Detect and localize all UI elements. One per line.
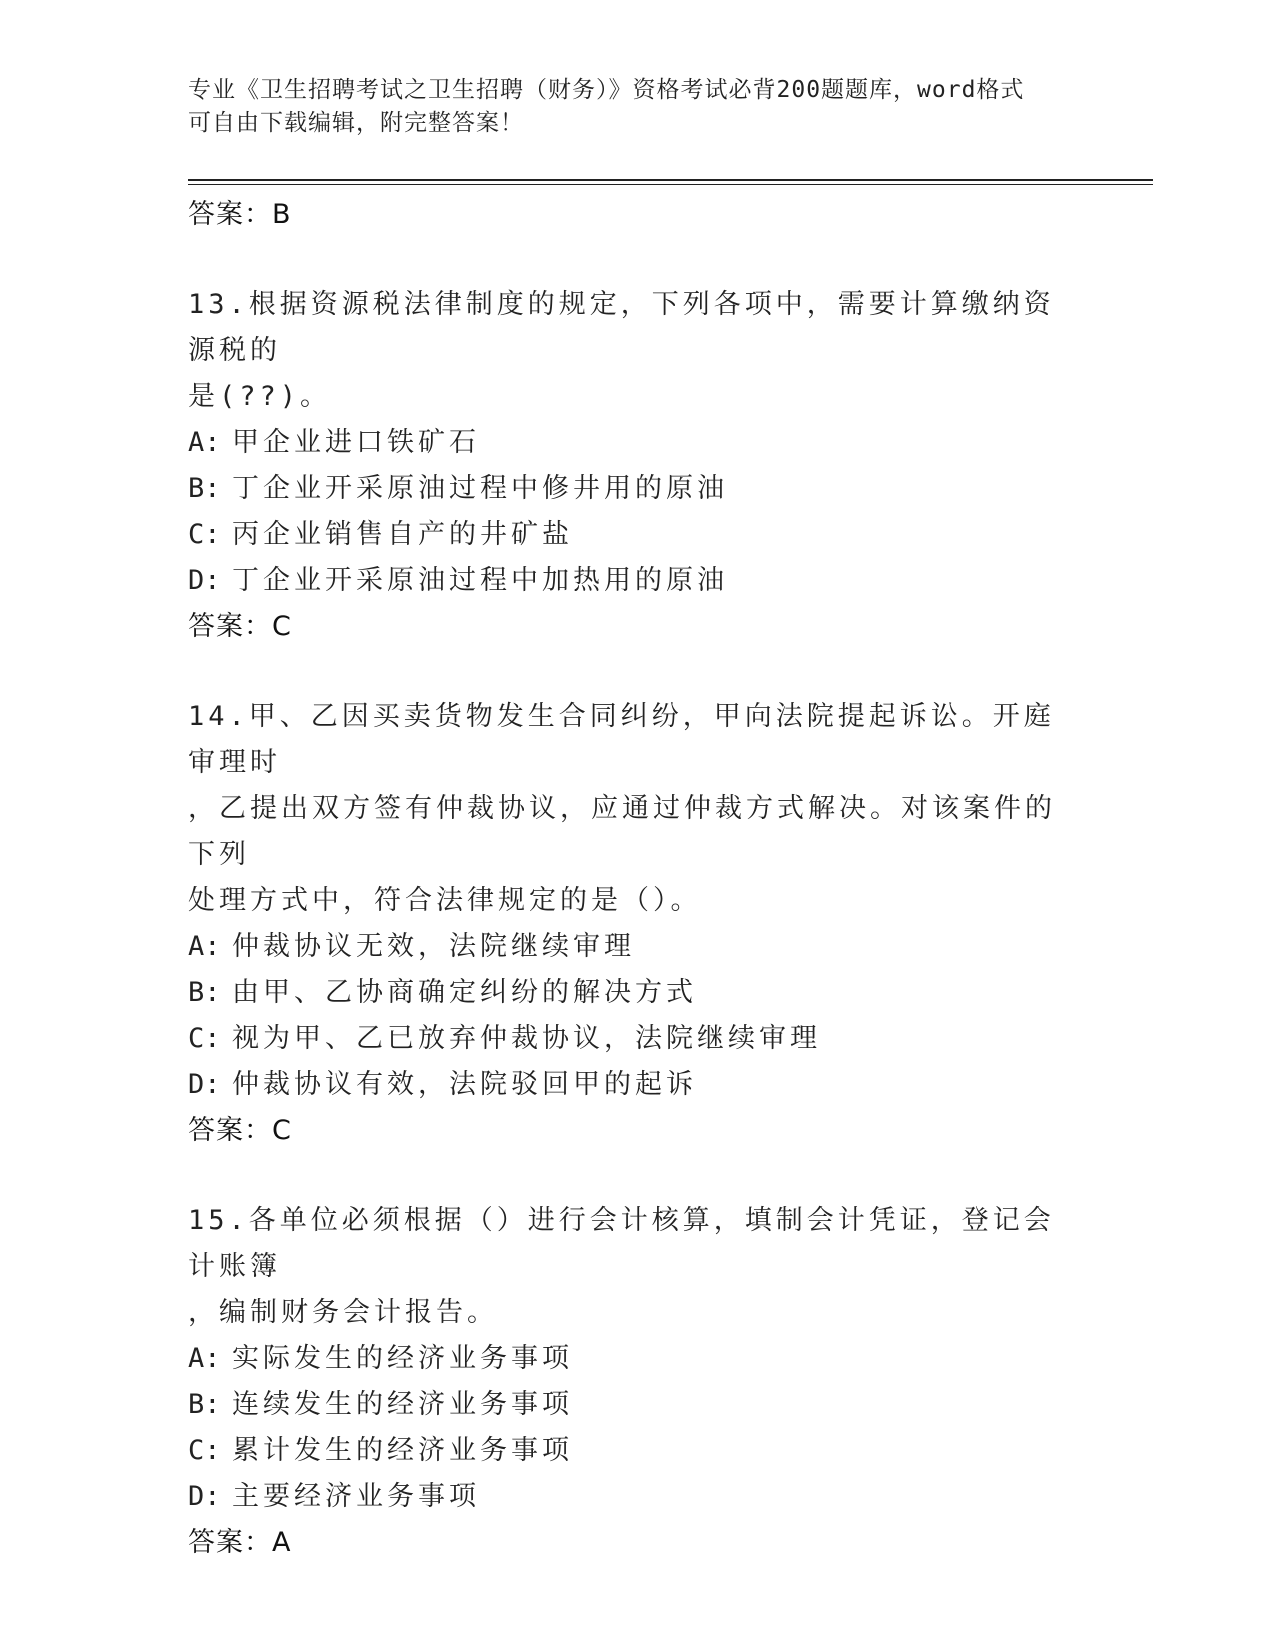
question-15-answer: 答案：A (188, 1527, 292, 1558)
question-15-stem-line-1: 15.各单位必须根据（）进行会计核算，填制会计凭证，登记会计账簿 (188, 1205, 1055, 1282)
option-letter: A: (188, 427, 221, 458)
option-letter: C: (188, 1023, 221, 1054)
question-13-stem-line-2: 是(??)。 (188, 381, 332, 412)
previous-answer: 答案：B (188, 199, 292, 230)
option-text: 视为甲、乙已放弃仲裁协议，法院继续审理 (232, 1023, 821, 1054)
option-text: 丁企业开采原油过程中加热用的原油 (232, 565, 728, 596)
question-13-stem (188, 282, 1068, 420)
option-letter: B: (188, 1389, 221, 1420)
option-text: 丁企业开采原油过程中修井用的原油 (232, 473, 728, 504)
question-13 (188, 282, 1088, 650)
question-14 (188, 694, 1088, 1154)
question-14-answer: 答案：C (188, 1115, 292, 1146)
question-15-stem-line-2: ，编制财务会计报告。 (188, 1297, 498, 1328)
question-15-stem (188, 1198, 1068, 1336)
option-letter: D: (188, 565, 221, 596)
question-14-stem-line-3: 处理方式中，符合法律规定的是（）。 (188, 885, 702, 916)
header-line-2: 可自由下载编辑，附完整答案！ (188, 110, 524, 136)
question-13-option-b (188, 466, 1088, 512)
question-13-answer: 答案：C (188, 611, 292, 642)
option-letter: C: (188, 519, 221, 550)
header-line-1: 专业《卫生招聘考试之卫生招聘（财务）》资格考试必背200题题库，word格式 (188, 77, 1025, 103)
option-text: 由甲、乙协商确定纠纷的解决方式 (232, 977, 697, 1008)
question-list (188, 192, 1088, 1566)
question-15-option-d (188, 1474, 1088, 1520)
question-13-option-c (188, 512, 1088, 558)
option-letter: B: (188, 977, 221, 1008)
question-15-option-a (188, 1336, 1088, 1382)
option-text: 甲企业进口铁矿石 (232, 427, 480, 458)
option-letter: D: (188, 1481, 221, 1512)
option-letter: B: (188, 473, 221, 504)
option-text: 主要经济业务事项 (232, 1481, 480, 1512)
option-text: 丙企业销售自产的井矿盐 (232, 519, 573, 550)
option-text: 实际发生的经济业务事项 (232, 1343, 573, 1374)
question-13-option-d (188, 558, 1088, 604)
header-divider (188, 179, 1153, 181)
document-header (188, 74, 1088, 140)
question-15 (188, 1198, 1088, 1566)
question-14-option-b (188, 970, 1088, 1016)
question-14-stem-line-1: 14.甲、乙因买卖货物发生合同纠纷，甲向法院提起诉讼。开庭审理时 (188, 701, 1055, 778)
option-text: 仲裁协议有效，法院驳回甲的起诉 (232, 1069, 697, 1100)
question-14-option-d (188, 1062, 1088, 1108)
option-letter: D: (188, 1069, 221, 1100)
question-14-stem-line-2: ，乙提出双方签有仲裁协议，应通过仲裁方式解决。对该案件的下列 (188, 793, 1056, 870)
question-13-option-a (188, 420, 1088, 466)
question-14-stem (188, 694, 1068, 924)
option-letter: A: (188, 931, 221, 962)
question-15-option-b (188, 1382, 1088, 1428)
question-14-option-a (188, 924, 1088, 970)
option-text: 连续发生的经济业务事项 (232, 1389, 573, 1420)
header-divider-thin (188, 184, 1153, 185)
option-text: 仲裁协议无效，法院继续审理 (232, 931, 635, 962)
option-letter: C: (188, 1435, 221, 1466)
option-letter: A: (188, 1343, 221, 1374)
question-14-option-c (188, 1016, 1088, 1062)
question-13-stem-line-1: 13.根据资源税法律制度的规定，下列各项中，需要计算缴纳资源税的 (188, 289, 1055, 366)
option-text: 累计发生的经济业务事项 (232, 1435, 573, 1466)
question-15-option-c (188, 1428, 1088, 1474)
